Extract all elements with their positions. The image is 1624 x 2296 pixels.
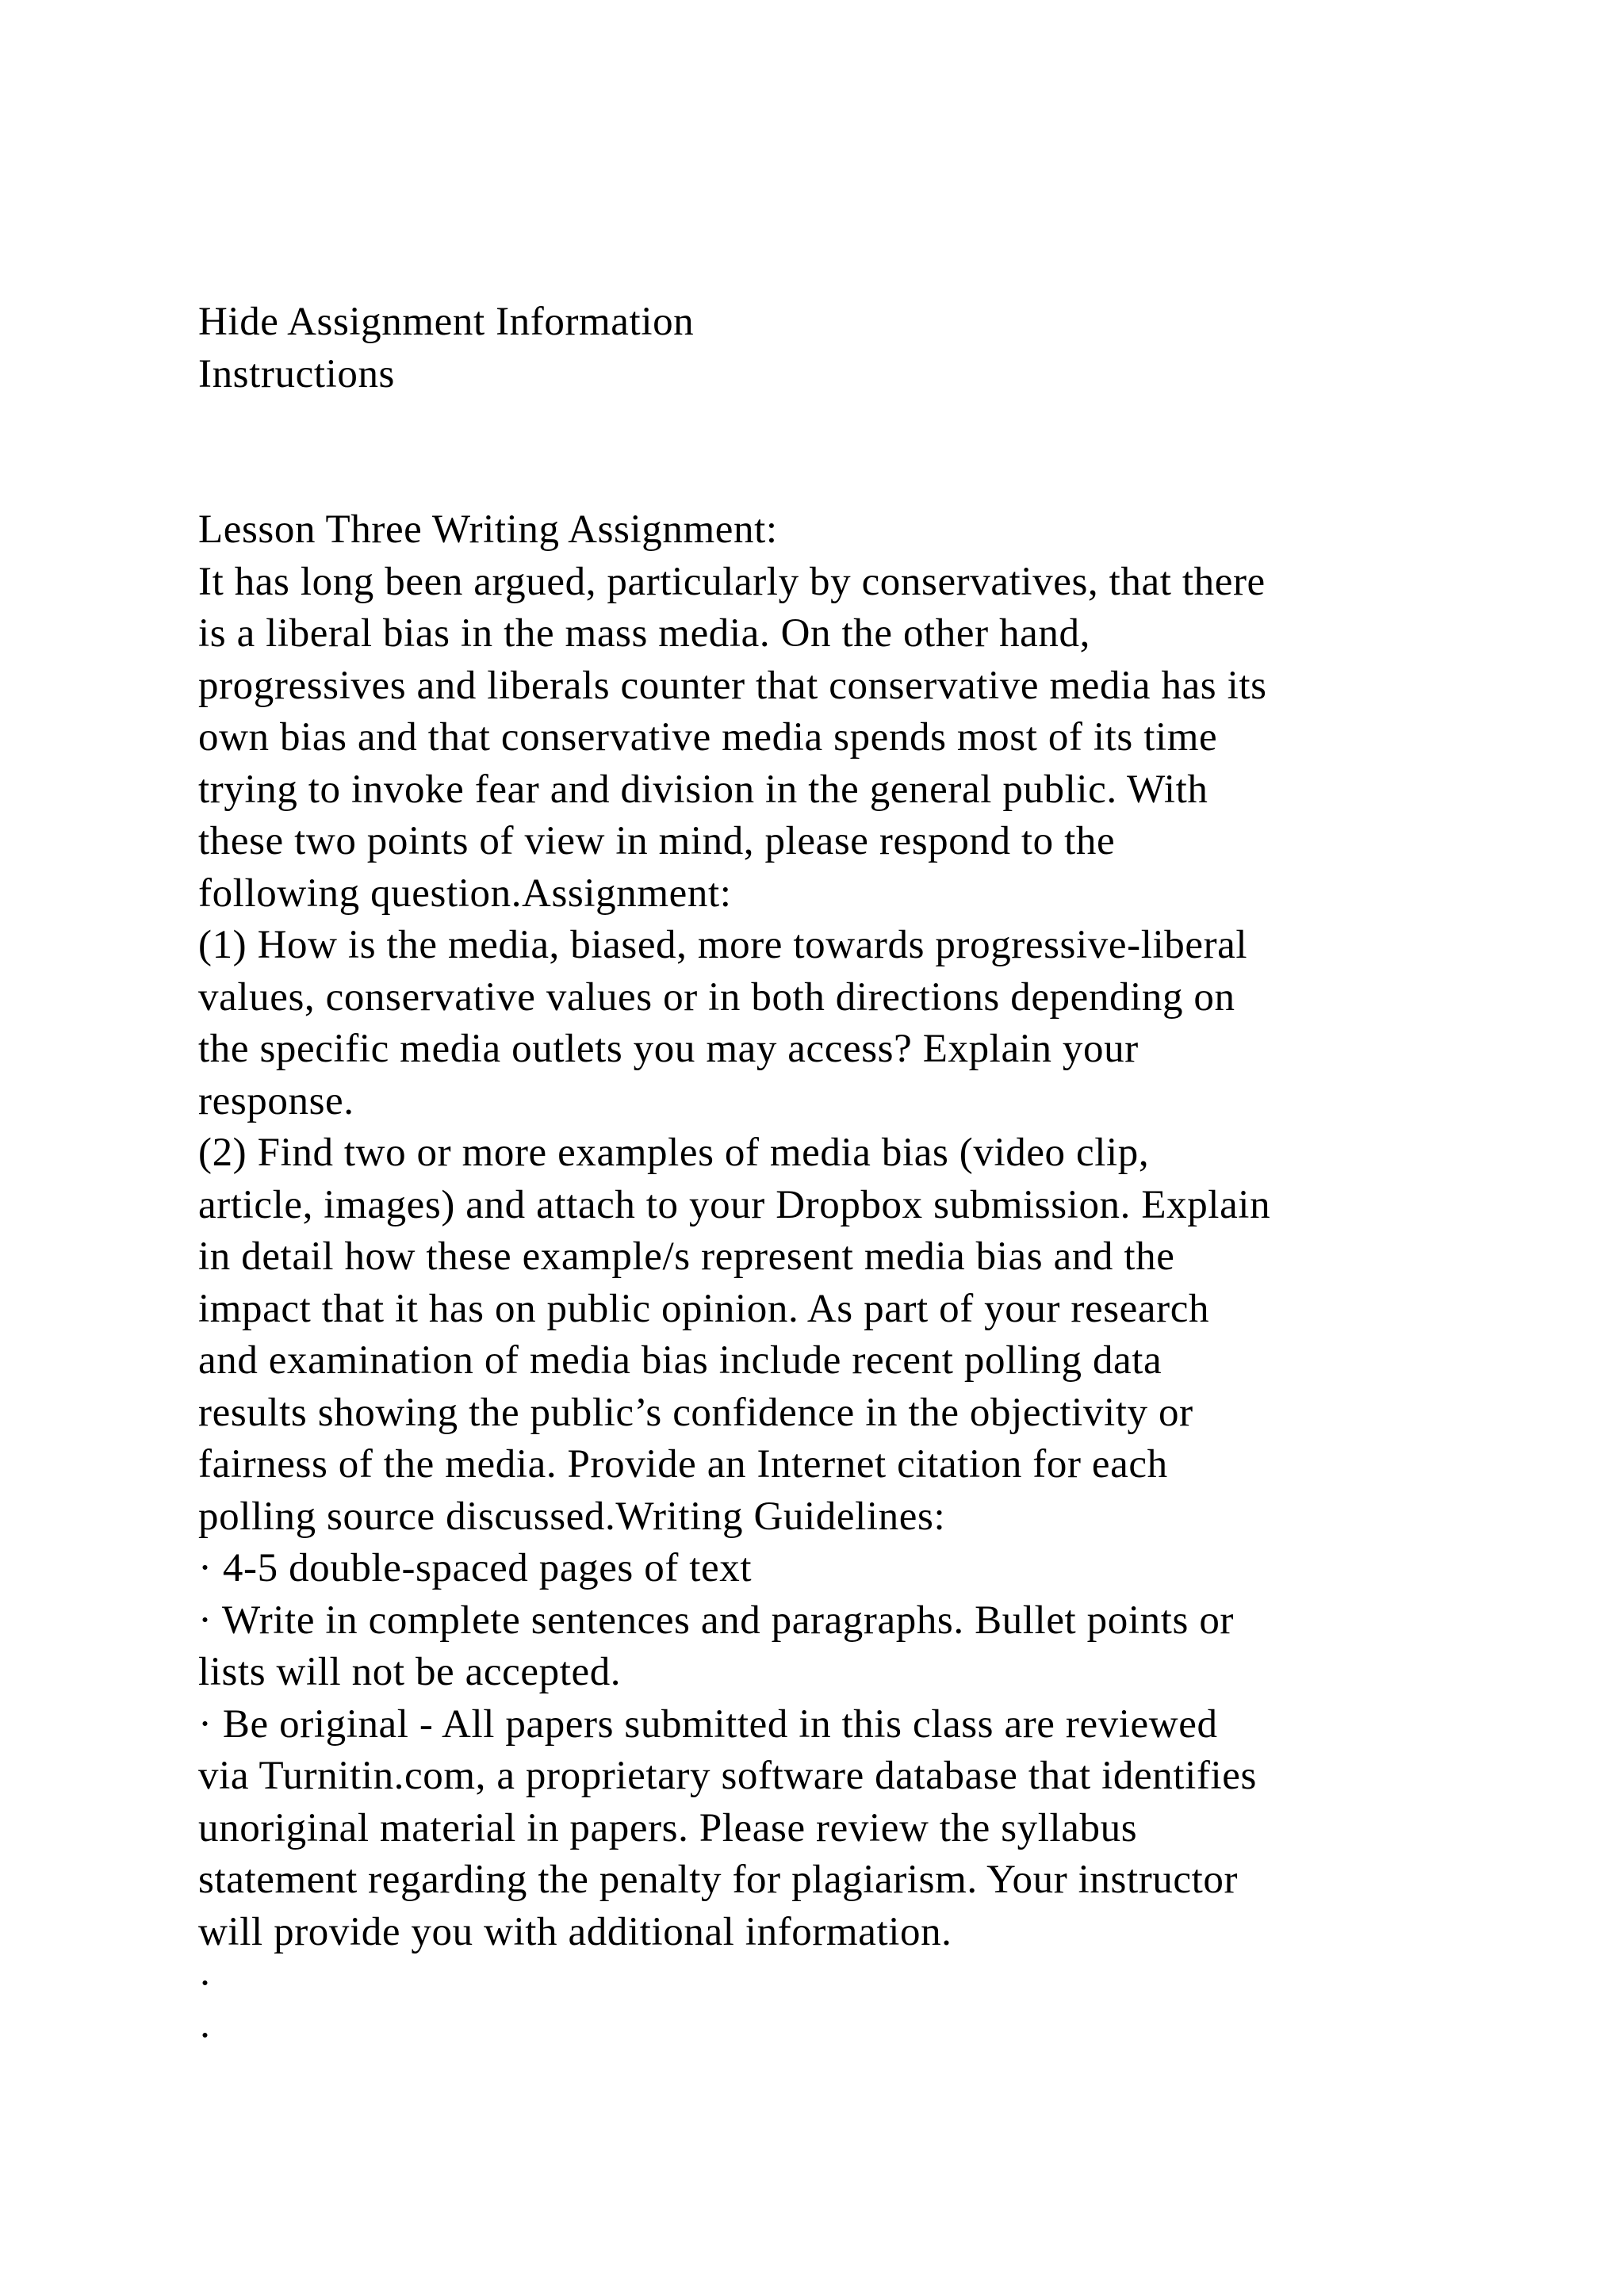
question-one-line: (1) How is the media, biased, more towards progressive-liberal [198, 923, 1248, 967]
body-line: the specific media outlets you may access? Explain your [198, 1027, 1139, 1071]
document-page [198, 297, 1515, 2062]
body-line: impact that it has on public opinion. As part of your research [198, 1286, 1210, 1331]
body-line: fairness of the media. Provide an Internet citation for each [198, 1442, 1168, 1487]
guideline-item: · Be original - All papers submitted in this class are reviewed [198, 1701, 1218, 1747]
body-line: article, images) and attach to your Dropbox submission. Explain [198, 1182, 1271, 1227]
body-line: is a liberal bias in the mass media. On the other hand, [198, 611, 1090, 656]
assignment-body [198, 504, 1515, 2062]
guideline-item: · Write in complete sentences and paragraphs. Bullet points or [198, 1598, 1234, 1643]
body-line: trying to invoke fear and division in the general public. With [198, 767, 1208, 812]
body-line: values, conservative values or in both directions depending on [198, 974, 1235, 1020]
body-line: unoriginal material in papers. Please review the syllabus [198, 1805, 1138, 1850]
body-line: via Turnitin.com, a proprietary software database that identifies [198, 1754, 1257, 1798]
body-line: and examination of media bias include recent polling data [198, 1338, 1162, 1383]
hide-assignment-info-link[interactable]: Hide Assignment Information [198, 300, 695, 344]
assignment-title: Lesson Three Writing Assignment: [198, 507, 778, 552]
empty-bullet: · [198, 2013, 213, 2058]
body-line: following question.Assignment: [198, 871, 732, 916]
instructions-heading: Instructions [198, 351, 396, 396]
body-line: progressives and liberals counter that conservative media has its [198, 663, 1267, 708]
body-line: results showing the public’s confidence in the objectivity or [198, 1390, 1193, 1435]
body-line: in detail how these example/s represent media bias and the [198, 1234, 1175, 1279]
body-line: these two points of view in mind, please respond to the [198, 819, 1116, 863]
empty-bullet: · [198, 1961, 213, 2006]
body-line: statement regarding the penalty for plagiarism. Your instructor [198, 1858, 1239, 1902]
body-line: own bias and that conservative media spends most of its time [198, 715, 1218, 760]
body-line: polling source discussed.Writing Guidelines: [198, 1494, 946, 1539]
guideline-item: · 4-5 double-spaced pages of text [198, 1546, 753, 1590]
question-two-line: (2) Find two or more examples of media bias (video clip, [198, 1131, 1150, 1175]
body-line: response. [198, 1078, 354, 1123]
body-line: It has long been argued, particularly by conservatives, that there [198, 559, 1266, 604]
body-line: lists will not be accepted. [198, 1650, 622, 1694]
spacer [198, 400, 1515, 504]
body-line: will provide you with additional information. [198, 1909, 952, 1954]
